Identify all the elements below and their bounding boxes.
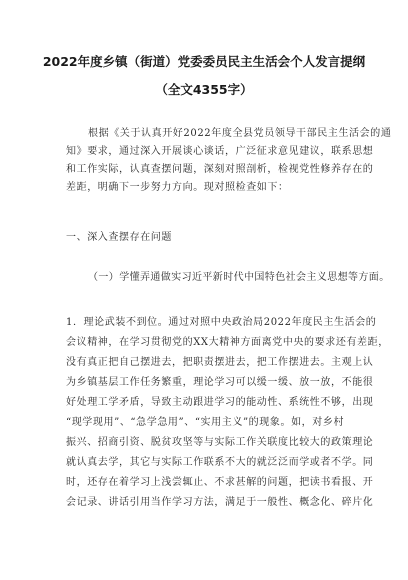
item-line: 为乡镇基层工作任务繁重，理论学习可以缓一缓、放一放，不能很 [66, 377, 374, 388]
item-line: 就认真去学，其它与实际工作联系不大的就泛泛而学或者不学。同 [66, 457, 374, 468]
item-line: 会记录、讲话引用当作学习方法，满足于一般性、概念化、碎片化 [66, 497, 374, 508]
intro-line: 根据《关于认真开好2022年度全县党员领导干部民主生活会的通 [88, 128, 392, 139]
document-title: 2022年度乡镇（街道）党委委员民主生活会个人发言提纲 [42, 54, 366, 69]
item-line: 没有真正把自己摆进去，把职责摆进去，把工作摆进去。主观上认 [66, 357, 374, 368]
intro-line: 和工作实际，认真查摆问题，深刻对照剖析，检视党性修养存在的 [66, 164, 374, 175]
item-line: “现学现用”、“急学急用”、“实用主义”的现象。如，对乡村 [66, 417, 345, 428]
section-heading: 一、深入查摆存在问题 [66, 232, 172, 243]
intro-line: 差距，明确下一步努力方向。现对照检查如下： [66, 182, 289, 193]
document-subtitle: （全文4355字） [155, 82, 253, 97]
intro-line: 知》要求，通过深入开展谈心谈话，广泛征求意见建议，联系思想 [66, 146, 374, 157]
subsection-heading: （一）学懂弄通做实习近平新时代中国特色社会主义思想等方面。 [88, 272, 390, 283]
item-line: 会议精神，在学习贯彻党的XX大精神方面离党中央的要求还有差距， [66, 337, 389, 348]
item-line: 好处理工学矛盾，导致主动跟进学习的能动性、系统性不够，出现 [66, 397, 374, 408]
item-line: 1．理论武装不到位。通过对照中央政治局2022年度民主生活会的 [66, 317, 377, 328]
item-line: 振兴、招商引资、脱贫攻坚等与实际工作关联度比较大的政策理论 [66, 437, 374, 448]
item-line: 时，还存在着学习上浅尝辄止、不求甚解的问题，把读书看报、开 [66, 477, 374, 488]
